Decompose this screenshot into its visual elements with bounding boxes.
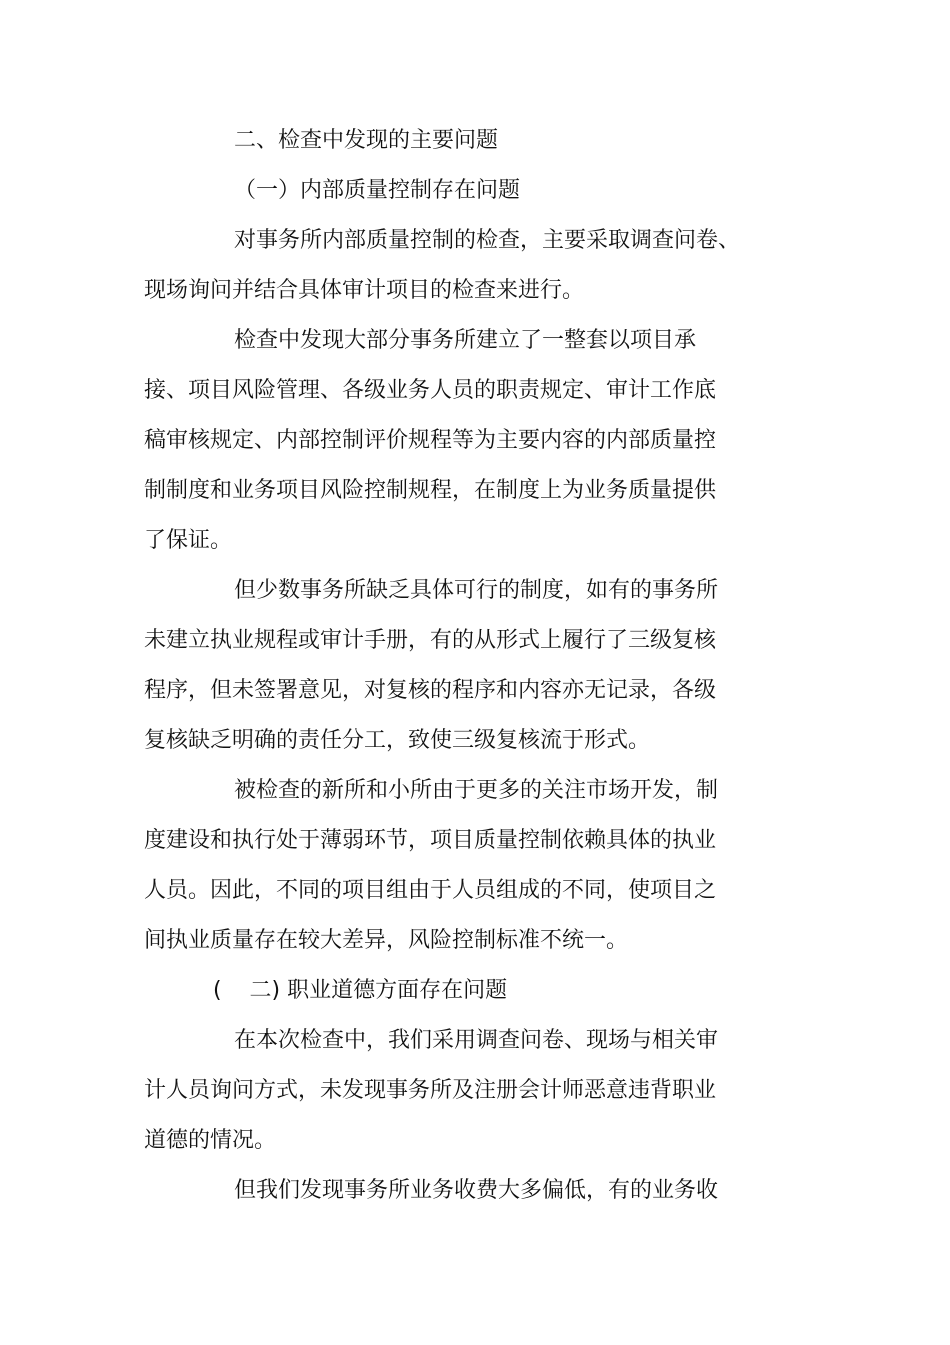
- paragraph-5-line-2: 计人员询问方式，未发现事务所及注册会计师恶意违背职业: [144, 1078, 717, 1103]
- paragraph-1-line-1: 对事务所内部质量控制的检查，主要采取调查问卷、: [234, 228, 741, 253]
- paragraph-5-line-1: 在本次检查中，我们采用调查问卷、现场与相关审: [234, 1028, 719, 1053]
- paragraph-3-line-1: 但少数事务所缺乏具体可行的制度，如有的事务所: [234, 578, 719, 603]
- subsection-title-2: ( 二) 职业道德方面存在问题: [213, 978, 508, 1003]
- paragraph-2-line-4: 制制度和业务项目风险控制规程，在制度上为业务质量提供: [144, 478, 717, 503]
- paragraph-4-line-3: 人员。因此，不同的项目组由于人员组成的不同，使项目之: [144, 878, 717, 903]
- subsection-title-1: （一）内部质量控制存在问题: [234, 178, 521, 203]
- paragraph-2-line-3: 稿审核规定、内部控制评价规程等为主要内容的内部质量控: [144, 428, 717, 453]
- paragraph-4-line-1: 被检查的新所和小所由于更多的关注市场开发，制: [234, 778, 719, 803]
- paragraph-2-line-5: 了保证。: [144, 528, 233, 553]
- paragraph-3-line-3: 程序，但未签署意见，对复核的程序和内容亦无记录，各级: [144, 678, 717, 703]
- paragraph-2-line-1: 检查中发现大部分事务所建立了一整套以项目承: [234, 328, 697, 353]
- paragraph-2-line-2: 接、项目风险管理、各级业务人员的职责规定、审计工作底: [144, 378, 717, 403]
- paragraph-5-line-3: 道德的情况。: [144, 1128, 277, 1153]
- section-heading: 二、检查中发现的主要问题: [234, 128, 499, 153]
- paragraph-3-line-2: 未建立执业规程或审计手册，有的从形式上履行了三级复核: [144, 628, 717, 653]
- paragraph-3-line-4: 复核缺乏明确的责任分工，致使三级复核流于形式。: [144, 728, 651, 753]
- paragraph-4-line-4: 间执业质量存在较大差异，风险控制标准不统一。: [144, 928, 629, 953]
- paragraph-4-line-2: 度建设和执行处于薄弱环节，项目质量控制依赖具体的执业: [144, 828, 717, 853]
- paragraph-1-line-2: 现场询问并结合具体审计项目的检查来进行。: [144, 278, 585, 303]
- paragraph-6-line-1: 但我们发现事务所业务收费大多偏低，有的业务收: [234, 1178, 719, 1203]
